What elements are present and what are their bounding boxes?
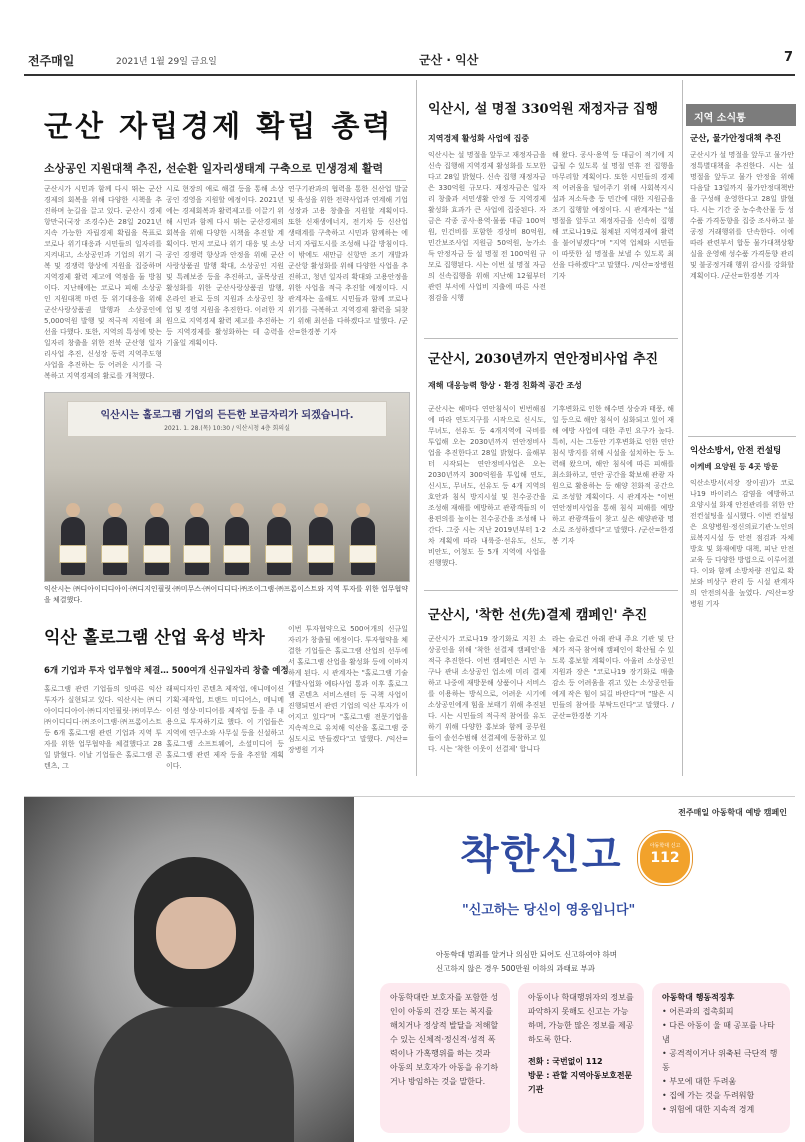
signs-item: • 집에 가는 것을 두려워함 xyxy=(662,1091,755,1100)
ad-slogan: "신고하는 당신이 영웅입니다" xyxy=(462,903,636,918)
page-header xyxy=(24,48,795,76)
coastal-subheadline: 재해 대응능력 향상 · 환경 친화적 공간 조성 xyxy=(428,381,582,390)
photo-banner-title: 익산시는 홀로그램 기업의 든든한 보금자리가 되겠습니다. xyxy=(100,410,354,421)
reporting-phone: 전화 : 국번없이 112 xyxy=(528,1057,603,1066)
badge-number: 112 xyxy=(650,850,680,866)
budget-headline: 익산시, 설 명절 330억원 재정자금 집행 xyxy=(428,102,659,117)
hologram-subheadline: 6개 기업과 투자 업무협약 체결… 500여개 신규일자리 창출 예정 xyxy=(44,666,289,676)
lead-column-3: 연구기관과의 협력을 통한 신산업 발굴 및 육성을 위한 전략사업과 연계해 기업 성장과 고용 창출을 지원할 계획이다. 또한 신재생에너지, 전기차 등 신산업 생태계를 구축하고 시민과 함께하는 에너지 자립도시를 조성해 나갈 방침이다. 이 밖에도 새만금 신항만 조기 개발과 군산항 활성화를 위해 다양한 사업을 추진하고, 청년 일자리 확대와 고용안정을 위한 사업을 적극 추진할 예정이다. 시 관계자는 올해도 시민들과 함께 코로나 위기를 극복하고 지역경제 활력을 되찾기 위해 최선을 다하겠다고 말했다. /군산=한경봉 기자 xyxy=(288,185,408,336)
signs-item: • 다른 아동이 울 때 공포를 나타냄 xyxy=(662,1021,775,1044)
info-box-definition xyxy=(380,983,510,1133)
photo-banner xyxy=(67,401,387,437)
signs-item: • 어른과의 접촉회피 xyxy=(662,1007,734,1016)
photo-caption: 익산시는 ㈜디아이디디아이·㈜디지인필릿·㈜미무스·㈜이디디디·㈜조이그램·㈜프롬이스트와 지역 투자를 위한 업무협약을 체결했다. xyxy=(44,585,408,604)
campaign-column-2: 라는 슬로건 아래 관내 주요 기관 및 단체가 적극 참여해 캠페인이 확산될 수 있도록 홍보할 계획이다. 아울러 소상공인지원과 장은 "코로나19 장기화로 매출 감소 등 어려움을 겪고 있는 소상공인들에게 작은 힘이 되길 바란다"며 "많은 시민들의 참여를 부탁드린다"고 말했다. /군산=한경봉 기자 xyxy=(552,635,674,720)
reporting-text: 아동이나 학대행위자의 정보를 파악하지 못해도 신고는 가능하며, 가능한 많은 정보를 제공하도록 한다. xyxy=(528,993,634,1044)
campaign-advertisement xyxy=(24,796,795,1142)
sidebar-header xyxy=(686,104,796,126)
hologram-headline: 익산 홀로그램 산업 육성 박차 xyxy=(44,628,265,648)
reporting-visit: 방문 : 관할 지역아동보호전문기관 xyxy=(528,1071,633,1094)
report-112-badge xyxy=(638,831,692,885)
issue-date: 2021년 1월 29일 금요일 xyxy=(116,57,217,67)
coastal-headline: 군산시, 2030년까지 연안정비사업 추진 xyxy=(428,352,659,367)
ad-photo-woman xyxy=(24,797,354,1142)
campaign-headline: 군산시, '착한 선(先)결제 캠페인' 추진 xyxy=(428,608,648,623)
sidebar-item2-headline: 익산소방서, 안전 컨설팅 xyxy=(690,446,782,456)
hologram-column-3: 이번 투자협약으로 500여개의 신규일자리가 창출될 예정이다. 투자협약을 체결한 기업들은 홀로그램 산업의 선두에서 홀로그램 산업을 활성화 등에 이바지하게 된다. 시 관계자는 "홀로그램 기술개발사업화 예타사업 통과 이후 홀로그램 콘텐츠 서비스센터 등 국책 사업이 진행되면서 관련 기업의 익산 투자가 이어지고 있다"며 "홀로그램 전문기업을 지속적으로 유치해 익산을 홀로그램 중심도시로 만들겠다"고 말했다. /익산=장병원 기자 xyxy=(288,625,408,754)
signs-title: 아동학대 행동적징후 xyxy=(662,993,735,1002)
newspaper-brand: 전주매일 xyxy=(28,54,75,68)
budget-column-1: 익산시는 설 명절을 앞두고 재정자금을 신속 집행해 지역경제 활성화를 도모한다고 28일 밝혔다. 신속 집행 재정자금은 330억원 규모다. 재정자금은 일자리 창출과 서민생활 안정 등 지역경제 활성화 효과가 큰 사업에 집중된다. 자금은 각종 공사·용역·물품 대금 100억원, 인건비를 포함한 경상비 80억원, 민간보조사업 지원금 50억원, 농가소득 안정자금 등 설 명절 전 100억원 규모로 집행된다. 시는 이번 설 명절 자금의 신속집행을 위해 지난해 12월부터 관련 부서에 사업비 지출에 따른 사전점검을 시행 xyxy=(428,151,546,302)
signing-ceremony-photo xyxy=(44,392,410,582)
info-box-signs xyxy=(652,983,790,1133)
info-box-reporting xyxy=(518,983,644,1133)
ad-title: 착한신고 xyxy=(460,832,623,878)
lead-subheadline: 소상공인 지원대책 추진, 선순환 일자리생태계 구축으로 민생경제 활력 xyxy=(44,162,384,175)
ad-description-1: 아동학대 범죄를 알거나 의심만 되어도 신고하여야 하며 xyxy=(436,950,617,959)
sidebar-item2-body: 익산소방서(서장 장이권)가 코로나19 바이러스 감염을 예방하고 요양시설 화재 안전관리를 위한 안전컨설팅을 실시했다. 이번 컨설팅은 요양병원·정신의료기관·노인의료복지시설 등 안전 점검과 자체 방호 및 화재예방 대책, 피난 안전교육 등 다양한 방법으로 이루어졌다. 이와 함께 소방차량 진입로 확보와 비상구 관리 등 시설 관계자의 안전의식을 높였다. /익산=장병원 기자 xyxy=(690,479,794,608)
sidebar-item2-subheadline: 이케베 요양원 등 4곳 방문 xyxy=(690,462,779,471)
sidebar-title: 지역 소식통 xyxy=(694,113,746,124)
section-name: 군산 · 익산 xyxy=(419,53,479,67)
photo-banner-subtitle: 2021. 1. 28.(목) 10:30 / 익산시청 4층 회의실 xyxy=(164,425,290,432)
page-number: 7 xyxy=(783,50,793,65)
signs-item: • 공격적이거나 위축된 극단적 행동 xyxy=(662,1049,778,1072)
lead-column-1: 군산시가 시민과 함께 다시 뛰는 군산경제의 회복을 위해 다양한 시책을 추진하며 눈길을 끌고 있다. 군산시 경제항만국(국장 조경수)은 28일 2021년 지속 가능한 자립경제 확립을 목표로 코로나 위기대응과 시민들의 일자리를 지켜내고, 소상공인과 기업의 위기 극복 및 경쟁력 향상에 지원을 집중하며 지역경제 활력 제고에 역점을 둘 방침이다. 지난해에는 코로나 피해 소상공인 지원대책 마련 등 위기대응을 위해 군산사랑상품권 발행과 소상공인에 5,000억원 발행 및 적극적 지원에 최선을 다했다. 또한, 지역의 특성에 맞는 일자리 창출을 위한 전북 군산형 일자리사업 추진, 신성장 동력 지역주도형 사업을 추진하는 등 어려운 시기를 극복하고 지역경제의 활로를 개척했다. xyxy=(44,185,162,380)
sidebar-item1-body: 군산시가 설 명절을 앞두고 물가안정특별대책을 추진한다. 시는 설 명절을 앞두고 물가 안정을 위해 다음달 13일까지 물가안정대책반을 구성해 운영한다고 28일 밝혔다. 시는 기간 중 농수축산물 등 성수품 가격동향을 집중 조사하고 불공정 거래행위를 단속한다. 이에 따라 관련부서 합동 물가대책상황실을 운영해 성수품 가격동향 관리 및 불공정거래 행위 감시를 강화할 계획이다. /군산=한경봉 기자 xyxy=(690,151,794,280)
lead-column-2: 시로 현장의 애로 해결 등을 통해 소상공인 경영을 지원할 예정이다. 2021년에는 경제회복과 활력제고를 이끌기 위해 시민과 함께 다시 뛰는 군산경제의 회복을 위해 다양한 시책을 추진할 계획이다. 먼저 코로나 위기 대응 및 소상공인 경쟁력 향상과 안정을 위해 군산사랑상품권 발행 확대, 소상공인 지원 및 특례보증 등을 추진하고, 골목상권 활성화를 위한 군산사랑상품권 발행, 온라인 판로 등의 지원과 소상공인 창업 및 경영 지원을 추진한다. 이러한 지원으로 지역경제 활력 제고를 추진하는 등 지역경제를 활성화하는 데 총력을 기울일 계획이다. xyxy=(166,185,284,347)
lead-headline: 군산 자립경제 확립 총력 xyxy=(44,109,394,143)
coastal-column-2: 기후변화로 인한 해수면 상승과 태풍, 해일 등으로 해안 침식이 심화되고 있어 재해 예방 사업에 대한 주민 요구가 높다. 특히, 시는 그동안 기후변화로 인한 연안침식 방지를 위해 시설을 설치하는 등 노력해 왔으며, 해안 침식에 따른 피해를 최소화하고, 연안 공간을 확보해 관광 자원으로 활용하는 등 해양 친화적 공간으로 조성할 계획이다. 시 관계자는 "이번 연안정비사업을 통해 침식 피해를 예방하고 관광객들이 찾고 싶은 해양관광 명소로 조성하겠다"고 말했다. /군산=한경봉 기자 xyxy=(552,405,674,545)
hologram-column-2: 래픽디자인 콘텐츠 제작업, 애니메이션 기획·제작업, 트랜드 미디어스, 메니메이션 영상·미디어를 제작업 등을 주 내용으로 투자하기로 했다. 이 기업들은 지역에 연구소와 사무실 등을 신설하고 홀로그램 소프트웨어, 소셜미디어 등 홀로그램 관련 제작 등을 추진할 계획이다. xyxy=(166,685,284,770)
budget-column-2: 해 왔다. 공사·용역 등 대금이 적기에 지급될 수 있도록 설 명절 연휴 전 집행을 마무리할 계획이다. 또한 시민들의 경제적 어려움을 덜어주기 위해 사회복지시설과 저소득층 등 민간에 대한 지원금을 조기 집행할 예정이다. 시 관계자는 "설 명절을 앞두고 재정자금을 신속히 집행해 코로나19로 침체된 지역경제에 활력을 불어넣겠다"며 "지역 업체와 시민들이 따뜻한 설 명절을 보낼 수 있도록 최선을 다하겠다"고 말했다. /익산=장병원 기자 xyxy=(552,151,674,280)
campaign-column-1: 군산시가 코로나19 장기화로 지친 소상공인을 위해 '착한 선결제 캠페인'을 적극 추진한다. 이번 캠페인은 시민 누구나 관내 소상공인 업소에 미리 결제하고 나중에 재방문해 상품이나 서비스를 이용하는 방식으로, 어려운 시기에 소상공인에게 힘을 보태기 위해 추진된다. 시는 시민들의 적극적 참여를 유도하기 위해 다양한 홍보와 함께 공무원들이 솔선수범해 선결제에 동참하고 있다. 시는 '착한 이웃이 선결제' 합니다 xyxy=(428,635,546,753)
sidebar-item1-headline: 군산, 물가안정대책 추진 xyxy=(690,134,782,144)
signs-item: • 위험에 대한 지속적 경계 xyxy=(662,1105,755,1114)
ad-top-note: 전주매일 아동학대 예방 캠페인 xyxy=(678,808,787,817)
coastal-column-1: 군산시는 해마다 연안침식이 빈번해짐에 따라 연도지구를 시작으로 신시도, 무녀도, 선유도 등 4개지역에 국비를 투입해 오는 2030년까지 연안정비사업을 추진한다고 28일 밝혔다. 올해부터 시작되는 연안정비사업은 오는 2030년까지 300억원을 투입해 연도, 신시도, 무녀도, 선유도 등 4개 지역의 호안과 침식 방지시설 및 친수공간을 조성해 재해를 예방하고 관광객들의 이용편의를 높이는 친수공간을 조성해 나간다. 그중 시는 지난 2019년부터 1·2차 계획에 따라 내륙중·선유도, 신도, 비안도, 어청도 등 5개 지역에 사업을 진행했다. xyxy=(428,405,546,567)
hologram-column-1: 홀로그램 관련 기업들의 잇따른 익산 투자가 실현되고 있다. 익산시는 ㈜디아이디디아이·㈜디지인필릿·㈜미무스·㈜이디디디·㈜조이그램·㈜프롬이스트 등 6개 홀로그램 관련 기업과 지역 투자를 위한 업무협약을 체결했다고 28일 밝혔다. 이날 기업들은 홀로그램 콘텐츠, 그 xyxy=(44,685,162,770)
definition-text: 아동학대란 보호자를 포함한 성인이 아동의 건강 또는 복지를 해치거나 정상적 발달을 저해할 수 있는 신체적·정신적·성적 폭력이나 가혹행위를 하는 것과 아동의 보호자가 아동을 유기하거나 방임하는 것을 말한다. xyxy=(390,993,499,1086)
ad-description-2: 신고하지 않은 경우 500만원 이하의 과태료 부과 xyxy=(436,964,596,973)
signs-item: • 부모에 대한 두려움 xyxy=(662,1077,737,1086)
badge-top-text: 아동학대 신고 xyxy=(649,843,681,849)
budget-subheadline: 지역경제 활성화 사업에 집중 xyxy=(428,134,530,143)
